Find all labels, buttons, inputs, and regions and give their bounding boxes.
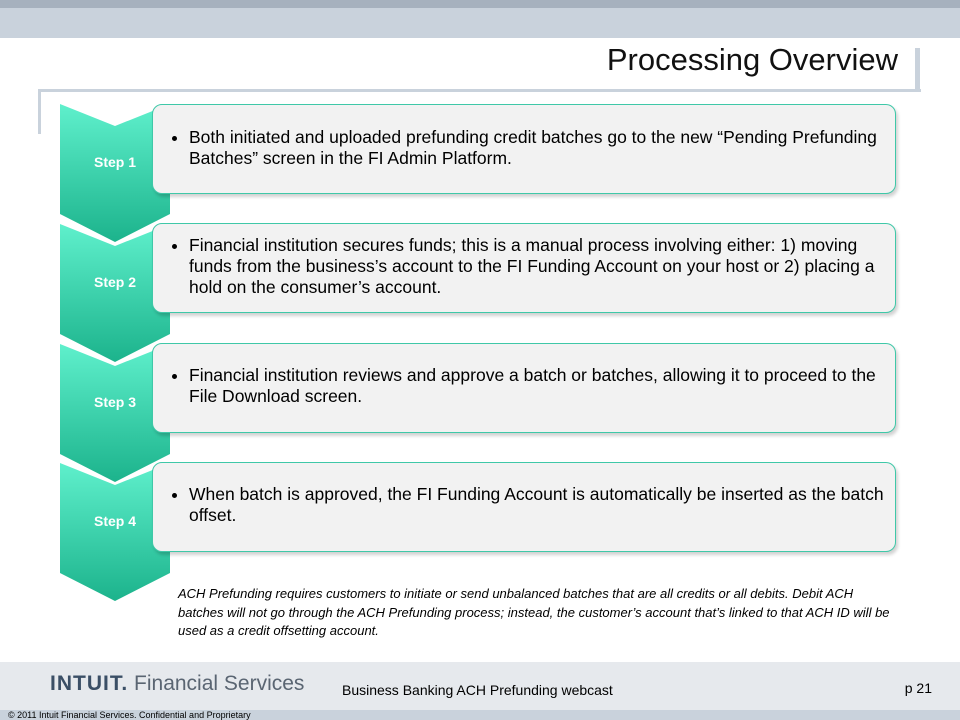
step-4-bullet: • When batch is approved, the FI Funding Account is automatically be inserted as the batch offset. <box>189 484 895 526</box>
top-band <box>0 8 960 38</box>
page-number: p 21 <box>904 680 932 696</box>
step-2-bullet: • Financial institution secures funds; this is a manual process involving either: 1) moving funds from the business’s account to the FI Funding Account on your host or 2) placing a hold on the consumer’s account. <box>189 235 895 298</box>
step-2-box <box>152 223 896 313</box>
page-title: Processing Overview <box>606 42 898 77</box>
step-1-label: Step 1 <box>93 154 136 170</box>
title-frame-accent <box>915 48 920 90</box>
logo-brand: INTUIT. <box>50 672 129 695</box>
step-2-label: Step 2 <box>93 274 136 290</box>
step-1-box <box>152 104 896 194</box>
intuit-financial-services-logo <box>50 672 304 696</box>
step-3-label: Step 3 <box>93 394 136 410</box>
step-1-bullet: • Both initiated and uploaded prefunding credit batches go to the new “Pending Prefunding Batches” screen in the FI Admin Platform. <box>189 127 895 169</box>
copyright-notice: © 2011 Intuit Financial Services. Confidential and Proprietary <box>8 710 251 720</box>
logo-text: Financial Services <box>134 672 305 695</box>
prefunding-note: ACH Prefunding requires customers to initiate or send unbalanced batches that are all credits or all debits. Debit ACH batches will not go through the ACH Prefunding process; instead, the customer’s account that’s linked to that ACH ID will be used as a credit offsetting account. <box>178 586 890 638</box>
footer-webcast-title: Business Banking ACH Prefunding webcast <box>342 682 613 698</box>
step-3-bullet: • Financial institution reviews and approve a batch or batches, allowing it to proceed to the File Download screen. <box>189 365 895 407</box>
step-4-label: Step 4 <box>93 513 136 529</box>
top-bar <box>0 0 960 8</box>
step-4-box <box>152 462 896 552</box>
step-3-box <box>152 343 896 433</box>
